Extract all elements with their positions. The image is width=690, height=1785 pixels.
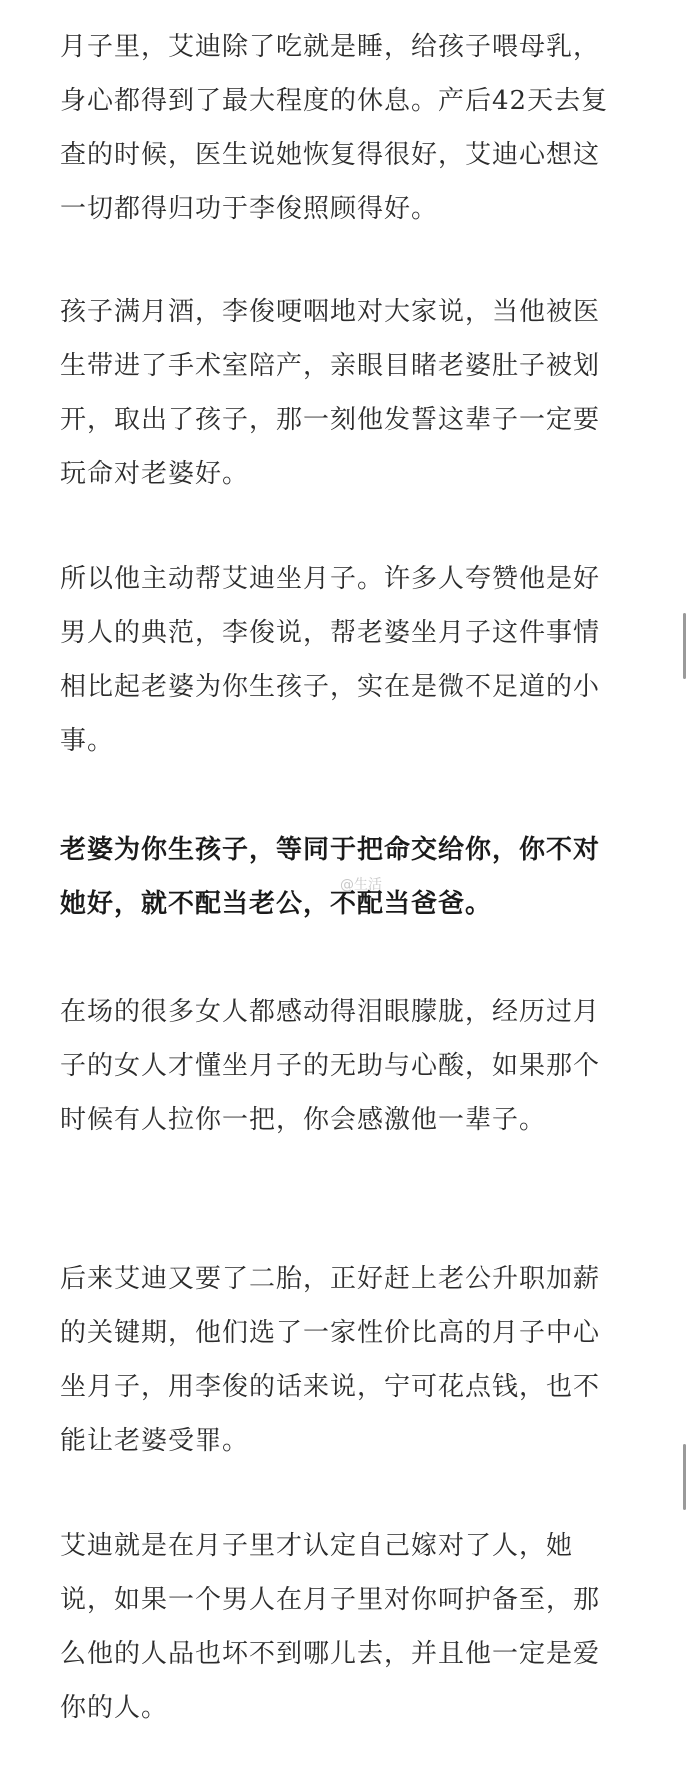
paragraph-6: 后来艾迪又要了二胎，正好赶上老公升职加薪的关键期，他们选了一家性价比高的月子中心坐月子，用李俊的话来说，宁可花点钱，也不能让老婆受罪。 [60,1264,601,1456]
paragraph-7: 艾迪就是在月子里才认定自己嫁对了人，她说，如果一个男人在月子里对你呵护备至，那么他的人品也坏不到哪儿去，并且他一定是爱你的人。 [60,1531,601,1723]
watermark: @生活 [340,877,382,893]
paragraph-5: 在场的很多女人都感动得泪眼朦胧，经历过月子的女人才懂坐月子的无助与心酸，如果那个时候有人拉你一把，你会感激他一辈子。 [60,997,601,1135]
paragraph-1: 月子里，艾迪除了吃就是睡，给孩子喂母乳，身心都得到了最大程度的休息。产后42天去复查的时候，医生说她恢复得很好，艾迪心想这一切都得归功于李俊照顾得好。 [60,32,609,224]
scrollbar-thumb[interactable] [683,613,686,679]
paragraph-4-bold: 老婆为你生孩子，等同于把命交给你，你不对她好，就不配当老公，不配当爸爸。 [60,835,601,919]
paragraph-3: 所以他主动帮艾迪坐月子。许多人夸赞他是好男人的典范，李俊说，帮老婆坐月子这件事情相比起老婆为你生孩子，实在是微不足道的小事。 [60,564,601,756]
scrollbar-thumb[interactable] [683,1444,686,1510]
paragraph-2: 孩子满月酒，李俊哽咽地对大家说，当他被医生带进了手术室陪产，亲眼目睹老婆肚子被划开，取出了孩子，那一刻他发誓这辈子一定要玩命对老婆好。 [60,297,601,489]
